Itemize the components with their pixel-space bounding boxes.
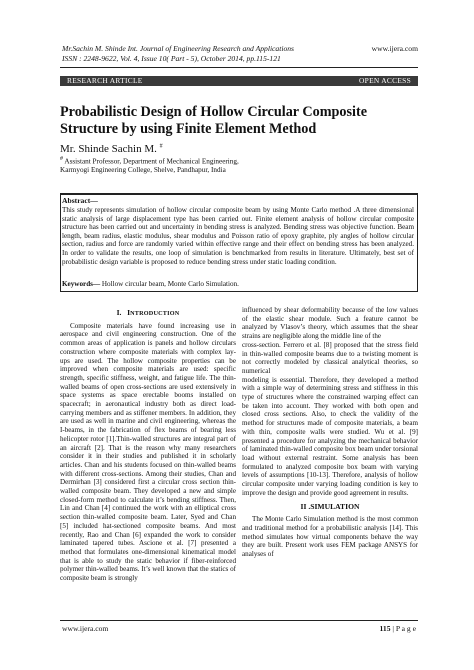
section1-title-rest: NTRODUCTION [130,310,180,317]
keywords [62,280,239,288]
page-label: | P a g e [390,624,416,633]
journal-header [62,44,362,63]
footer-page [380,624,416,633]
affiliation-line2: Karmyogi Engineering College, Shelve, Pandhapur, India [60,166,226,175]
right-paragraph-1: influenced by shear deformability because of the low values of the elastic shear module. Such a feature cannot be analyzed by Vlasov’s theory, which assumes that the shear strains are negligible along the middle line of the [242,306,418,341]
right-paragraph-2: cross-section. Ferrero et al. [8] proposed that the stress field in thin-walled composite beams due to a twisting moment is not correctly modeled by classical analytical theories, so numerical [242,340,418,375]
page-number: 115 [379,624,391,633]
affiliation-line1: Assistant Professor, Department of Mechanical Engineering, [63,157,239,166]
affiliation-mark: # [60,156,63,162]
affiliation [60,155,360,175]
author-name: Mr. Shinde Sachin M. [60,143,157,155]
article-banner [60,76,418,86]
right-paragraph-3: modeling is essential. Therefore, they developed a method with a simple way of determining stress and stiffness in this type of structures where the constrained warping effect can be taken into account. They worked with both open and closed cross sections. Also, to check the validity of the method for structures made of composite materials, a beam with thin, composite walls were studied. Wu et al. [9] presented a procedure for analyzing the mechanical behavior of laminated thin-walled composite box beam under torsional load without external restraint. Some analysis has been formulated to analyzed composite box beam with varying levels of assumptions [10-13]. Therefore, analysis of hollow circular composite under varying loading condition is key to improve the design and provide good agreement in results. [242,375,418,497]
keywords-label: Keywords— [62,280,101,288]
left-column [60,306,236,583]
section1-number: I. [116,308,122,317]
section1-heading [60,309,236,319]
open-access-label: OPEN ACCESS [359,76,411,85]
simulation-paragraph: The Monte Carlo Simulation method is the most common and traditional method for a probabilistic analysis [14]. This method simulates how virtual components behave the way they are built. Present work uses FEM package ANSYS for analyses of [242,515,418,558]
section2-heading: II .SIMULATION [300,502,360,512]
abstract-heading: Abstract— [62,196,98,205]
journal-issn: ISSN : 2248-9622, Vol. 4, Issue 10( Part - 5), October 2014, pp.115-121 [62,53,281,63]
section1-title-initial: I [127,308,131,317]
journal-citation: Mr.Sachin M. Shinde Int. Journal of Engineering Research and Applications [62,44,294,53]
footer-website: www.ijera.com [62,624,109,633]
paper-title: Probabilistic Design of Hollow Circular Composite Structure by using Finite Element Method [60,104,367,137]
right-column [242,306,418,559]
article-type-label: RESEARCH ARTICLE [67,76,143,85]
keywords-text: Hollow circular beam, Monte Carlo Simulation. [100,280,239,288]
author-line [60,143,163,155]
header-website: www.ijera.com [371,44,418,53]
footer-rule [60,620,418,621]
author-mark: # [159,143,163,150]
abstract-text: This study represents simulation of hollow circular composite beam by using Monte Carlo method .A three dimensional static analysis of large displacement type has been carried out. Finite element analysis of hollow circular composite structure has been carried out and uncertainty in bending stress is analyzed. Bending stress was objective function. Beam length, beam radius, elastic modulus, shear modulus and Poisson ratio of epoxy graphite, ply angles of hollow circular section, radius and force are randomly varied within effective range and their effect on bending stress has been analyzed. In order to validate the results, one loop of simulation is benchmarked from results in literature. Ultimately, best set of probabilistic design variable is proposed to reduce bending stress under static loading condition. [62,206,414,266]
header-rule [60,67,418,68]
intro-paragraph: Composite materials have found increasing use in aerospace and civil engineering construction. One of the common areas of application is panels and hollow circulars construction where composite materials with complex lay-ups are used. The hollow composite properties can be improved when composite materials are used: specific strength, specific stiffness, weight, and fatigue life. The thin-walled beams of open cross-sections are used extensively in space systems as space erectable booms installed on spacecraft; in aeronautical industry both as direct load-carrying members and as stiffener members. In addition, they are used as well in marine and civil engineering, whereas the I-beams, in the fabrication of flex beams of bearing less helicopter rotor [1].Thin-walled structures are integral part of an aircraft [2]. That is the reason why many researchers consider it in their studies and published it in scholarly articles. Chan and his students focused on thin-walled beams with different cross-sections. Among their studies, Chan and Dermirhan [3] considered first a circular cross section thin-walled composite beam. They developed a new and simple closed-form method to calculate it’s bending stiffness. Then, Lin and Chan [4] continued the work with an elliptical cross section thin-walled composite beam. Later, Syed and Chan [5] included hat-sectioned composite beams. And most recently, Rao and Chan [6] expanded the work to consider laminated tapered tubes. Ascione et al. [7] presented a method that formulates one-dimensional kinematical model that is able to study the static behavior if fiber-reinforced polymer thin-walled beams. It’s well known that the statics of composite beam is strongly [60,321,236,583]
